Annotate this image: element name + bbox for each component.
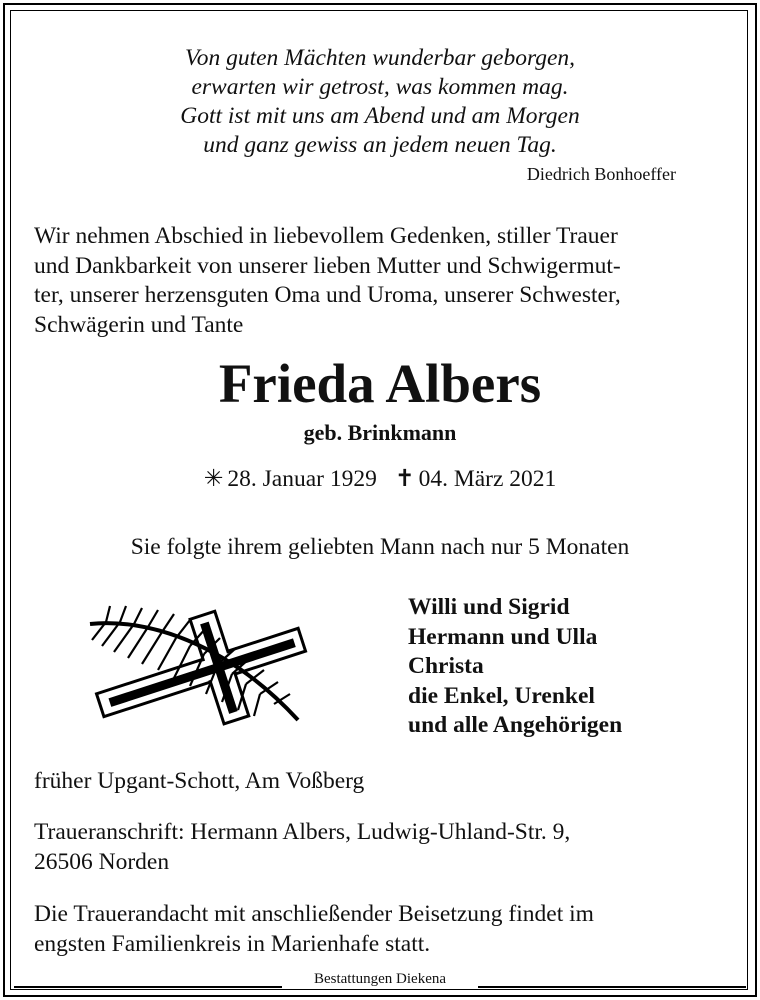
poem-author: Diedrich Bonhoeffer xyxy=(526,164,676,184)
address-line: 26506 Norden xyxy=(34,848,170,875)
service-line: engsten Familienkreis in Marienhafe statt. xyxy=(34,930,431,957)
service-note xyxy=(34,900,594,959)
mourner-line: und alle Angehörigen xyxy=(408,712,623,738)
intro-line: Wir nehmen Abschied in liebevollem Gedenken, stiller Trauer xyxy=(34,223,618,249)
service-line: Die Trauerandacht mit anschließender Beisetzung findet im xyxy=(34,901,594,927)
birth-date: 28. Januar 1929 xyxy=(227,466,377,492)
maiden-name: geb. Brinkmann xyxy=(303,420,457,445)
intro-line: ter, unserer herzensguten Oma und Uroma, unserer Schwester, xyxy=(34,282,621,308)
intro-text xyxy=(34,222,730,340)
former-residence-text: früher Upgant-Schott, Am Voßberg xyxy=(34,768,365,794)
intro-line: Schwägerin und Tante xyxy=(34,311,244,338)
palm-branch-cross-icon xyxy=(86,602,326,730)
poem-line: erwarten wir getrost, was kommen mag. xyxy=(191,74,569,100)
followed-note: Sie folgte ihrem geliebten Mann nach nur 5 Monaten xyxy=(130,534,630,560)
former-residence xyxy=(34,767,364,797)
address-line: Traueranschrift: Hermann Albers, Ludwig-Uhland-Str. 9, xyxy=(34,819,571,845)
poem-line: Gott ist mit uns am Abend und am Morgen xyxy=(180,103,580,129)
mourner-line: Christa xyxy=(408,653,484,679)
mourner-line: Willi und Sigrid xyxy=(408,594,570,620)
life-dates xyxy=(0,464,760,493)
poem-line: Von guten Mächten wunderbar geborgen, xyxy=(184,45,576,71)
poem xyxy=(0,44,760,160)
mourner-line: die Enkel, Urenkel xyxy=(408,682,595,709)
poem-line: und ganz gewiss an jedem neuen Tag. xyxy=(203,132,557,158)
funeral-home: Bestattungen Diekena xyxy=(313,971,447,987)
death-cross-icon: ✝ xyxy=(394,466,415,492)
mourners-list xyxy=(408,593,622,741)
footer-rule-right xyxy=(478,986,746,988)
intro-line: und Dankbarkeit von unserer lieben Mutter und Schwigermut- xyxy=(34,252,621,279)
death-date: 04. März 2021 xyxy=(418,466,557,492)
mourner-line: Hermann und Ulla xyxy=(408,623,598,650)
birth-star-icon: ✳ xyxy=(203,466,224,492)
mourning-address xyxy=(34,818,570,877)
deceased-name: Frieda Albers xyxy=(218,353,542,414)
